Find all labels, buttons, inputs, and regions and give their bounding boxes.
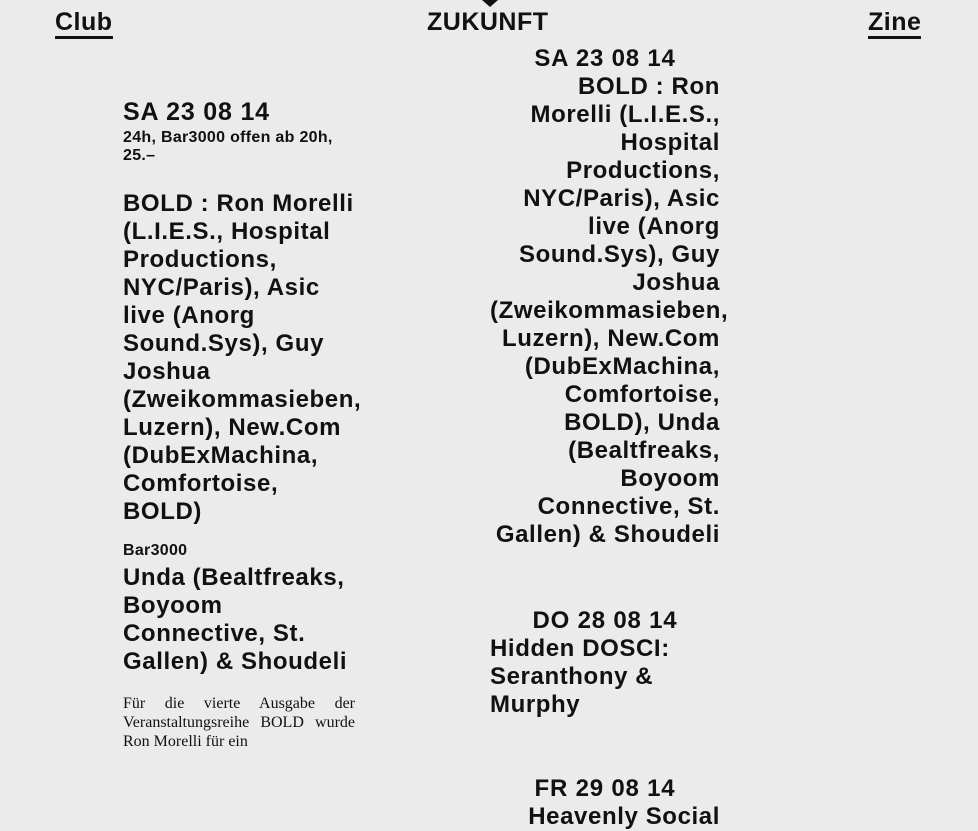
caret-down-icon — [482, 0, 498, 7]
detail-floor-lineup: Unda (Bealtfreaks, Boyoom Connective, St. Gallen) & Shoudeli — [123, 564, 348, 675]
detail-lineup: BOLD : Ron Morelli (L.I.E.S., Hospital Productions, NYC/Paris), Asic live (Anorg Sound.Sys), Guy Joshua (Zweikommasieben, Luzern), New.Com (DubExMachina, Comfortoise, BOLD) — [123, 190, 362, 525]
event-date: FR 29 08 14 — [534, 775, 676, 802]
event-title[interactable]: BOLD : Ron Morelli (L.I.E.S., Hospital Productions, NYC/Paris), Asic live (Anorg Sound.Sys), Guy Joshua (Zweikommasieben, Luzern), New.Com (DubExMachina, Comfortoise, BOLD), Unda (Bealtfreaks, Boyoom Connective, St. Gallen) & Shoudeli — [490, 73, 729, 548]
detail-date: SA 23 08 14 — [123, 98, 270, 126]
event-detail — [123, 97, 362, 751]
nav-zine-link[interactable]: Zine — [868, 8, 921, 39]
nav-zukunft-link[interactable]: ZUKUNFT — [427, 8, 549, 36]
event-date: DO 28 08 14 — [532, 607, 678, 634]
event-list — [490, 45, 729, 831]
detail-floor-label: Bar3000 — [123, 542, 188, 559]
event-list-item[interactable] — [490, 45, 729, 549]
detail-description: Für die vierte Ausgabe der Veranstaltungsreihe BOLD wurde Ron Morelli für ein — [123, 695, 355, 750]
nav-club-link[interactable]: Club — [55, 8, 113, 39]
event-list-item[interactable] — [490, 607, 720, 719]
detail-meta: 24h, Bar3000 offen ab 20h, 25.– — [123, 129, 333, 164]
event-title[interactable]: Heavenly Social — [528, 803, 720, 830]
event-date: SA 23 08 14 — [534, 45, 676, 72]
event-title[interactable]: Hidden DOSCI: Seranthony & Murphy — [490, 635, 670, 718]
event-list-item[interactable] — [490, 775, 720, 831]
